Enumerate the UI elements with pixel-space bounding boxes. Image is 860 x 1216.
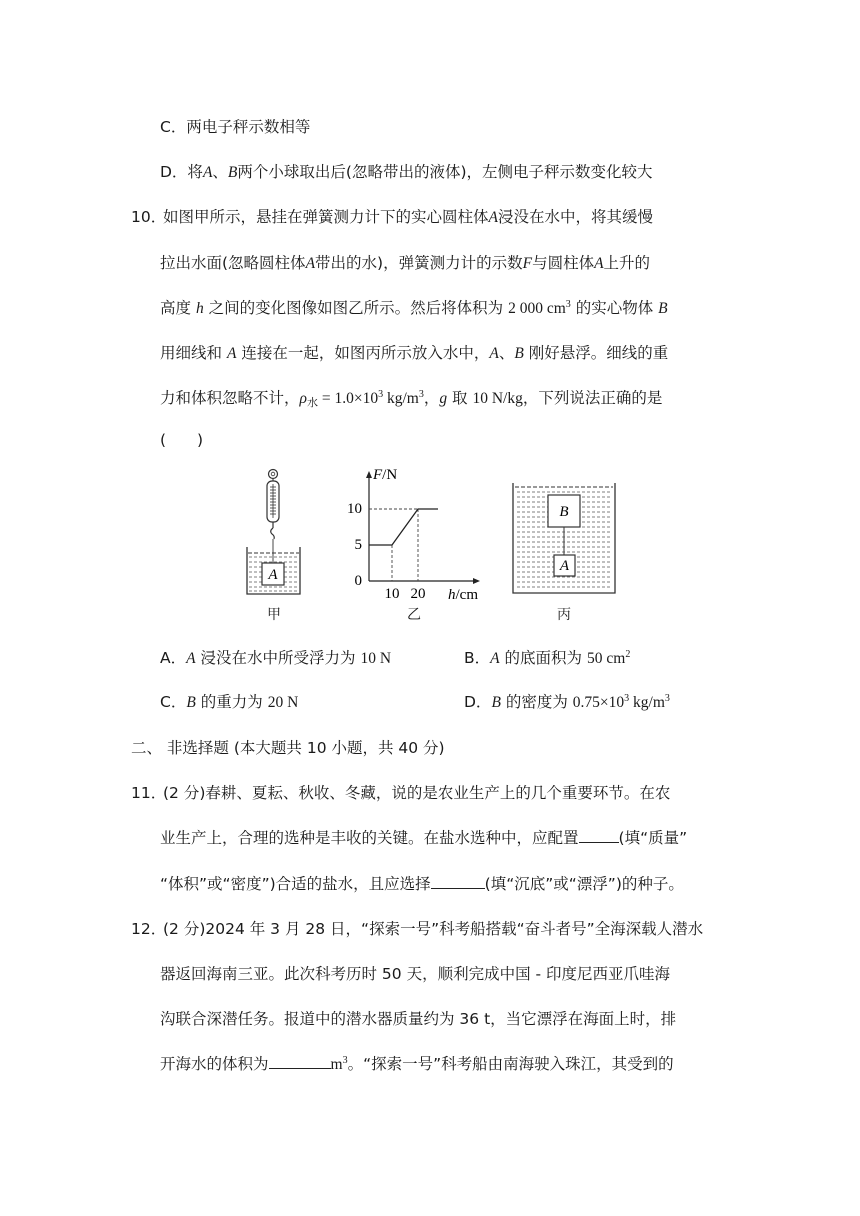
var: B [491,694,501,711]
superscript: 3 [565,299,571,310]
superscript: 3 [342,1055,348,1066]
section-heading: 二、 非选择题 (本大题共 10 小题，共 40 分) [131,739,445,757]
figure-bing [508,475,620,600]
f-h-curve [369,509,438,545]
caption-bing: 丙 [557,607,571,623]
density-eq: = 1.0×10 [317,390,379,407]
text: 的密度为 [505,693,568,711]
label: D． [464,693,492,711]
value: 10 N [360,650,392,667]
q10-line-4 [160,342,668,365]
var-b: B [227,164,238,181]
spring-scale-ring-icon [269,470,278,479]
superscript: 3 [418,389,424,400]
text: 开海水的体积为 [160,1055,269,1073]
var-b: B [658,300,668,317]
label: B． [464,649,491,667]
text: 之间的变化图像如图乙所示。然后将体积为 [208,299,504,317]
text: 浸没在水中所受浮力为 [200,649,356,667]
var-a: A [226,345,237,362]
q10-option-a [160,647,391,670]
sep: 、 [212,163,228,181]
q10-line-5 [160,387,662,410]
q11-line-2 [160,827,687,849]
superscript: 3 [624,693,630,704]
var-a: A [489,345,499,362]
block-a-label: A [268,567,278,583]
label: A． [160,649,187,667]
caption-jia: 甲 [267,607,281,623]
var: A [490,650,500,667]
text: 业生产上，合理的选种是丰收的关键。在盐水选种中，应配置 [160,829,579,847]
q10-option-c [160,691,298,714]
y-unit: /N [382,467,398,483]
text: 如图甲所示，悬挂在弹簧测力计下的实心圆柱体 [163,208,489,226]
q9-option-d-suffix: 两个小球取出后(忽略带出的液体)，左侧电子秤示数变化较大 [237,163,653,181]
xtick-10: 10 [384,586,400,602]
block-b-label: B [559,504,569,520]
superscript: 2 [625,649,631,660]
q10-line-3 [160,297,668,320]
x-axis-arrow-icon [473,578,480,584]
q10-line-1 [163,206,653,229]
var-h: h [195,300,204,317]
var-a: A [305,255,316,272]
text: 取 [452,389,468,407]
text: (填“沉底”或“漂浮”)的种子。 [484,875,684,893]
answer-blank-1[interactable] [579,828,619,843]
var-a: A [594,255,604,272]
q12-line-2: 器返回海南三亚。此次科考历时 50 天，顺利完成中国 - 印度尼西亚爪哇海 [160,965,671,983]
unit: kg/m [629,694,665,711]
ytick-10: 10 [347,501,362,517]
q12-line-4 [160,1053,674,1076]
answer-blank-3[interactable] [269,1054,331,1069]
ytick-5: 5 [354,537,362,553]
text: 带出的水)，弹簧测力计的示数 [315,254,523,272]
var: B [186,694,196,711]
y-axis-label [372,467,397,483]
q12-line-1: (2 分)2024 年 3 月 28 日，“探索一号”科考船搭载“奋斗者号”全海深载人潜水 [163,920,704,938]
xtick-20: 20 [410,586,426,602]
y-var: F [373,467,383,483]
unit: m [330,1056,343,1073]
x-unit: /cm [455,587,478,603]
var-g: g [439,390,448,407]
hook-icon [271,528,275,539]
text: 力和体积忽略不计， [160,389,300,407]
q9-option-d-prefix: D．将 [160,163,203,181]
text: 的实心物体 [575,299,654,317]
q10-option-d [464,691,670,714]
q12-line-3: 沟联合深潜任务。报道中的潜水器质量约为 36 t，当它漂浮在海面上时，排 [160,1010,677,1028]
superscript: 3 [378,389,384,400]
text: “体积”或“密度”)合适的盐水，且应选择 [160,875,431,893]
answer-paren: ( ) [160,431,204,449]
var: A [186,650,196,667]
figure-yi-graph [340,465,490,605]
unit: kg/m [383,390,419,407]
q12-number: 12． [131,920,167,938]
text: 高度 [160,299,192,317]
g-value: 10 N/kg [472,390,523,407]
superscript: 3 [664,693,670,704]
value: 20 N [267,694,299,711]
text: ，下列说法正确的是 [522,389,663,407]
text: 用细线和 [160,344,223,362]
q11-line-1: (2 分)春耕、夏耘、秋收、冬藏，说的是农业生产上的几个重要环节。在农 [163,784,671,802]
text: 的重力为 [200,693,263,711]
y-axis-arrow-icon [366,471,372,478]
origin-label: 0 [354,573,362,589]
text: 。“探索一号”科考船由南海驶入珠江，其受到的 [347,1055,674,1073]
text: 的底面积为 [504,649,583,667]
figure-jia [240,465,310,600]
block-a-label: A [559,558,570,574]
text: 浸没在水中，将其缓慢 [497,208,653,226]
q10-option-b [464,647,630,670]
q10-number: 10． [131,208,167,226]
text: 拉出水面(忽略圆柱体 [160,254,306,272]
var-a: A [488,209,498,226]
var-f: F [522,255,533,272]
text: ， [423,389,440,407]
q11-number: 11． [131,784,167,802]
value: 50 cm [587,650,626,667]
sep: 、 [498,344,515,362]
answer-blank-2[interactable] [431,874,485,889]
volume-value: 2 000 cm [508,300,566,317]
q9-option-d [160,161,653,184]
q10-line-2 [160,252,650,275]
q11-line-3 [160,873,684,895]
value: 0.75×10 [572,694,625,711]
text: 与圆柱体 [532,254,595,272]
subscript-water: 水 [306,396,318,409]
text: (填“质量” [618,829,688,847]
text: 上升的 [603,254,651,272]
q9-option-c: C．两电子秤示数相等 [160,118,311,136]
x-axis-label [448,587,478,603]
rho-symbol: ρ [299,390,307,407]
caption-yi: 乙 [407,607,421,623]
x-var: h [448,587,456,603]
label: C． [160,693,187,711]
text: 刚好悬浮。细线的重 [528,344,669,362]
var-b: B [514,345,524,362]
var-a: A [202,164,213,181]
text: 连接在一起，如图丙所示放入水中， [241,344,490,362]
